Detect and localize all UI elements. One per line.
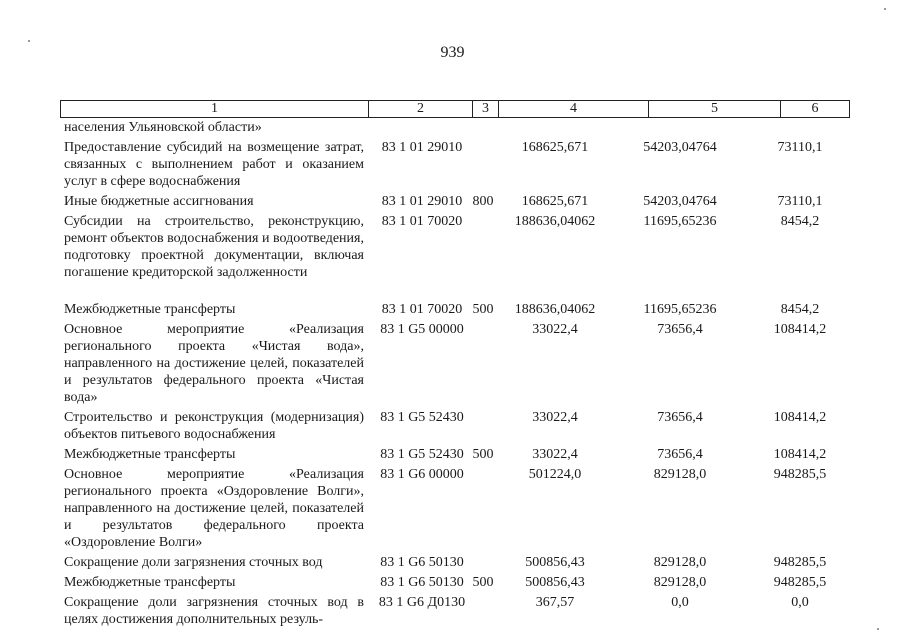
row-value-col6: 73110,1 [777, 140, 823, 155]
row-description: Основное мероприятие «Реализация регионального проекта «Оздоровление Волги», направленного на достижение целей, показателей и результатов федерального проекта «Оздоровление Волги» [64, 467, 364, 550]
row-value-col5: 73656,4 [657, 447, 703, 462]
row-value-col4: 168625,671 [521, 194, 589, 209]
header-col-2: 2 [369, 101, 473, 117]
row-description: Субсидии на строительство, реконструкцию, ремонт объектов водоснабжения и водоотведения, подготовку проектной документации, включая погашение кредиторской задолженности [64, 214, 364, 280]
row-code: 83 1 G6 Д0130 [378, 595, 466, 610]
row-expense-type: 500 [472, 575, 494, 590]
scan-speck [884, 8, 886, 10]
row-value-col4: 500856,43 [525, 555, 585, 570]
row-value-col4: 188636,04062 [514, 302, 596, 317]
row-code: 83 1 01 29010 [381, 140, 463, 155]
header-col-6: 6 [811, 101, 819, 116]
row-value-col5: 11695,65236 [643, 302, 717, 317]
row-value-col4: 501224,0 [528, 467, 582, 482]
row-value-col6: 108414,2 [773, 447, 827, 462]
row-description: Основное мероприятие «Реализация регионального проекта «Чистая вода», направленного на достижение целей, показателей и результатов федерального проекта «Чистая вода» [64, 322, 364, 405]
row-value-col6: 108414,2 [773, 322, 827, 337]
row-value-col4: 33022,4 [532, 322, 578, 337]
row-description: Межбюджетные трансферты [64, 575, 236, 590]
scan-speck [28, 40, 30, 42]
row-value-col6: 8454,2 [780, 214, 820, 229]
row-description: населения Ульяновской области» [64, 120, 262, 135]
row-code: 83 1 G5 00000 [380, 322, 464, 337]
header-col-5: 5 [649, 101, 781, 117]
row-code: 83 1 01 70020 [381, 302, 463, 317]
row-value-col5: 0,0 [671, 595, 689, 610]
row-description: Межбюджетные трансферты [64, 447, 236, 462]
header-col-3: 3 [473, 101, 499, 117]
row-value-col4: 168625,671 [521, 140, 589, 155]
row-value-col5: 829128,0 [653, 555, 707, 570]
row-description: Иные бюджетные ассигнования [64, 194, 254, 209]
header-col-1: 1 [61, 101, 369, 117]
row-description: Предоставление субсидий на возмещение затрат, связанных с выполнением работ и оказанием услуг в сфере водоснабжения [64, 140, 364, 189]
row-expense-type: 800 [472, 194, 494, 209]
row-expense-type: 500 [472, 447, 494, 462]
row-code: 83 1 01 29010 [381, 194, 463, 209]
row-code: 83 1 G6 00000 [380, 467, 464, 482]
row-value-col6: 108414,2 [773, 410, 827, 425]
row-code: 83 1 G5 52430 [380, 447, 464, 462]
row-value-col4: 500856,43 [525, 575, 585, 590]
row-value-col5: 829128,0 [653, 575, 707, 590]
row-code: 83 1 G6 50130 [380, 555, 464, 570]
row-value-col5: 54203,04764 [643, 194, 717, 209]
row-code: 83 1 G6 50130 [380, 575, 464, 590]
row-description: Межбюджетные трансферты [64, 302, 236, 317]
row-value-col6: 948285,5 [773, 555, 827, 570]
row-value-col6: 0,0 [791, 595, 809, 610]
row-value-col5: 54203,04764 [643, 140, 717, 155]
header-col-4: 4 [499, 101, 649, 117]
row-value-col6: 8454,2 [780, 302, 820, 317]
row-value-col5: 11695,65236 [643, 214, 717, 229]
row-value-col5: 73656,4 [657, 322, 703, 337]
row-value-col5: 73656,4 [657, 410, 703, 425]
row-expense-type: 500 [472, 302, 494, 317]
scan-speck [877, 628, 879, 630]
row-value-col4: 367,57 [535, 595, 575, 610]
row-value-col4: 188636,04062 [514, 214, 596, 229]
row-description: Сокращение доли загрязнения сточных вод в целях достижения дополнительных резуль- [64, 595, 364, 627]
row-value-col4: 33022,4 [532, 410, 578, 425]
row-value-col6: 73110,1 [777, 194, 823, 209]
row-value-col6: 948285,5 [773, 575, 827, 590]
row-code: 83 1 G5 52430 [380, 410, 464, 425]
row-description: Строительство и реконструкция (модернизация) объектов питьевого водоснабжения [64, 410, 364, 442]
row-value-col6: 948285,5 [773, 467, 827, 482]
row-value-col4: 33022,4 [532, 447, 578, 462]
page-number: 939 [440, 44, 465, 61]
row-description: Сокращение доли загрязнения сточных вод [64, 555, 323, 570]
row-code: 83 1 01 70020 [381, 214, 463, 229]
row-value-col5: 829128,0 [653, 467, 707, 482]
